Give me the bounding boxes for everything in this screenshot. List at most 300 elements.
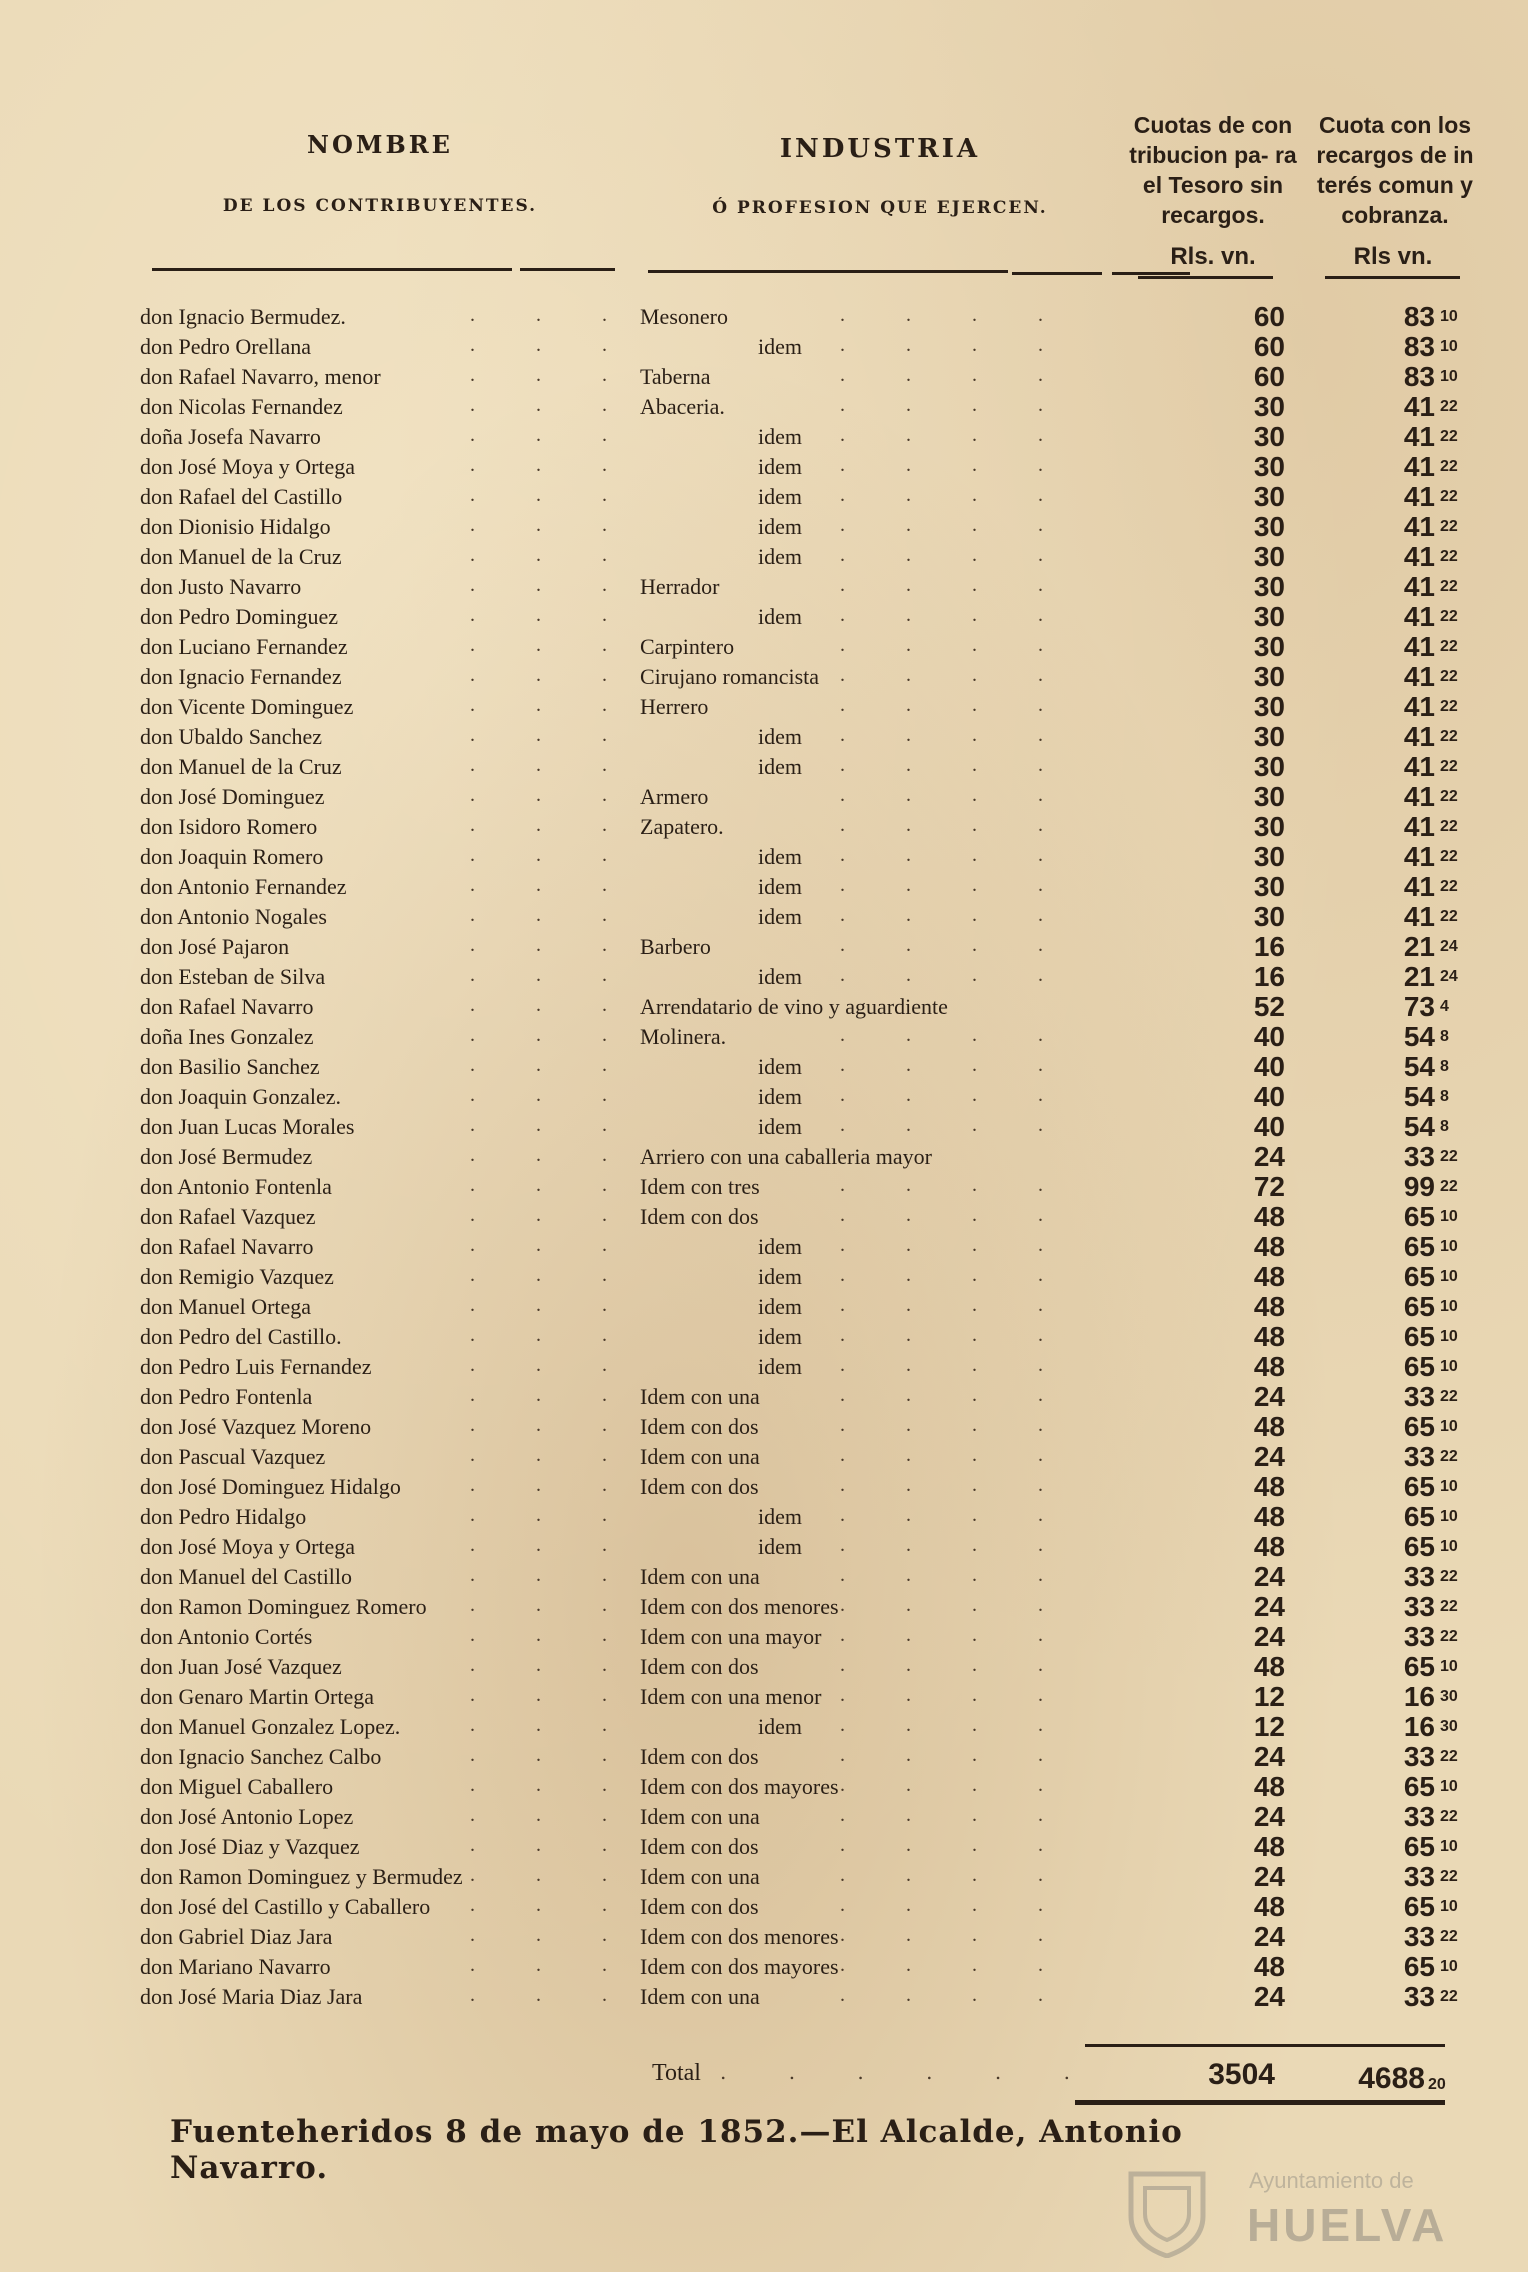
cuota-recargos-fraction: 10 [1440,1478,1458,1495]
contributor-name: don José Pajaron [140,934,290,959]
cuota-tesoro-value: 60 [1253,361,1285,392]
contributor-name: don José Antonio Lopez [140,1804,354,1829]
leader-dots: . . . . [840,934,1071,956]
contributor-name: don José Dominguez [140,784,325,809]
cuota-recargos-value: 83 [1403,301,1435,332]
contributor-profession: Arrendatario de vino y aguardiente [640,994,948,1019]
leader-dots: . . . . [840,1054,1071,1076]
table-row [0,1652,1528,1682]
cuota-tesoro-value: 48 [1253,1201,1285,1232]
cuota-recargos-value: 41 [1403,571,1435,602]
header-industria-sub: Ó PROFESION QUE EJERCEN. [712,198,1048,218]
cuota-tesoro-value: 30 [1253,571,1285,602]
table-row [0,542,1528,572]
contributor-name: don Pedro Orellana [140,334,312,359]
cuota-recargos-value: 65 [1403,1201,1435,1232]
cuota-tesoro-value: 48 [1253,1351,1285,1382]
contributor-profession: Idem con una [640,1864,760,1889]
watermark-line2: HUELVA [1247,2199,1448,2251]
cuota-recargos-fraction: 22 [1440,698,1458,715]
table-row [0,1592,1528,1622]
contributor-profession: Taberna [640,364,711,389]
cuota-tesoro-value: 30 [1253,451,1285,482]
leader-dots: . . . [470,1264,635,1286]
contributor-name: don Isidoro Romero [140,814,318,839]
cuota-recargos-fraction: 8 [1440,1058,1449,1075]
cuota-recargos-value: 73 [1403,991,1435,1022]
header-nombre: NOMBRE [307,130,453,159]
leader-dots: . . . [470,1144,635,1166]
table-row [0,662,1528,692]
cuota-recargos-value: 33 [1403,1381,1435,1412]
cuota-recargos-value: 41 [1403,661,1435,692]
cuota-recargos-fraction: 22 [1440,908,1458,925]
leader-dots: . . . . [840,1714,1071,1736]
contributor-name: don Rafael del Castillo [140,484,343,509]
contributor-profession: idem [758,484,802,509]
contributor-name: don Manuel Gonzalez Lopez. [140,1714,401,1739]
contributor-profession: idem [758,1714,802,1739]
contributor-name: don Manuel Ortega [140,1294,312,1319]
leader-dots: . . . . [840,1534,1071,1556]
leader-dots: . . . [470,1324,635,1346]
table-row [0,482,1528,512]
table-row [0,1262,1528,1292]
leader-dots: . . . [470,1114,635,1136]
cuota-tesoro-value: 48 [1253,1321,1285,1352]
cuota-tesoro-value: 40 [1253,1051,1285,1082]
cuota-recargos-fraction: 24 [1440,938,1458,955]
contributor-profession: Idem con una [640,1444,760,1469]
cuota-recargos-value: 41 [1403,451,1435,482]
table-row [0,362,1528,392]
cuota-tesoro-value: 30 [1253,751,1285,782]
header-rule-nombre-2 [520,268,615,271]
cuota-recargos-fraction: 10 [1440,1208,1458,1225]
leader-dots: . . . [470,484,635,506]
cuota-recargos-value: 65 [1403,1351,1435,1382]
cuota-recargos-value: 33 [1403,1741,1435,1772]
cuota-recargos-value: 99 [1403,1171,1435,1202]
cuota-recargos-value: 83 [1403,361,1435,392]
table-row [0,452,1528,482]
footer-signature-line: Fuenteheridos 8 de mayo de 1852.—El Alcalde, Antonio Navarro. [170,2114,1183,2186]
total-rule [1085,2044,1445,2047]
cuota-tesoro-value: 24 [1253,1801,1285,1832]
contributor-name: don Pascual Vazquez [140,1444,326,1469]
leader-dots: . . . [470,904,635,926]
cuota-recargos-value: 41 [1403,691,1435,722]
cuota-recargos-fraction: 22 [1440,518,1458,535]
cuota-tesoro-value: 48 [1253,1951,1285,1982]
leader-dots: . . . [470,1714,635,1736]
cuota-recargos-fraction: 22 [1440,638,1458,655]
contributor-name: don José Dominguez Hidalgo [140,1474,401,1499]
total-double-rule [1075,2100,1445,2105]
contributor-name: don Miguel Caballero [140,1774,334,1799]
cuota-recargos-fraction: 22 [1440,398,1458,415]
contributor-name: don Nicolas Fernandez [140,394,343,419]
table-row [0,1772,1528,1802]
cuota-recargos-value: 54 [1403,1051,1435,1082]
leader-dots: . . . [470,394,635,416]
contributor-name: don José Maria Diaz Jara [140,1984,363,2009]
cuota-tesoro-value: 24 [1253,1561,1285,1592]
table-row [0,1742,1528,1772]
contributor-name: don Pedro Luis Fernandez [140,1354,372,1379]
cuota-tesoro-value: 48 [1253,1471,1285,1502]
leader-dots: . . . [470,1534,635,1556]
contributor-profession: idem [758,1234,802,1259]
leader-dots: . . . . [840,1654,1071,1676]
contributor-name: don Mariano Navarro [140,1954,331,1979]
cuota-tesoro-value: 48 [1253,1651,1285,1682]
cuota-recargos-value: 33 [1403,1561,1435,1592]
cuota-recargos-fraction: 22 [1440,848,1458,865]
cuota-recargos-fraction: 10 [1440,1328,1458,1345]
contributor-profession: Idem con una [640,1564,760,1589]
cuota-tesoro-value: 30 [1253,601,1285,632]
total-recargos-fraction: 20 [1428,2076,1446,2093]
contributor-name: don Manuel de la Cruz [140,544,342,569]
contributor-name: don Joaquin Romero [140,844,324,869]
contributor-name: don Juan Lucas Morales [140,1114,355,1139]
contributor-name: don Remigio Vazquez [140,1264,334,1289]
table-row [0,1982,1528,2012]
leader-dots: . . . . [840,1684,1071,1706]
leader-dots: . . . . [840,544,1071,566]
leader-dots: . . . . [840,844,1071,866]
cuota-tesoro-value: 30 [1253,691,1285,722]
cuota-tesoro-value: 30 [1253,811,1285,842]
table-row [0,1382,1528,1412]
cuota-recargos-fraction: 10 [1440,338,1458,355]
cuota-tesoro-value: 52 [1253,991,1285,1022]
contributor-profession: Barbero [640,934,711,959]
leader-dots: . . . [470,844,635,866]
cuota-recargos-value: 54 [1403,1081,1435,1112]
cuota-recargos-fraction: 22 [1440,818,1458,835]
table-row [0,1622,1528,1652]
leader-dots: . . . . [840,1474,1071,1496]
table-row [0,1172,1528,1202]
cuota-tesoro-value: 30 [1253,901,1285,932]
cuota-tesoro-value: 60 [1253,331,1285,362]
archive-shield-icon [1125,2168,1209,2258]
leader-dots: . . . [470,1924,635,1946]
table-row [0,722,1528,752]
cuota-recargos-value: 54 [1403,1021,1435,1052]
contributor-name: don Ramon Dominguez Romero [140,1594,427,1619]
leader-dots: . . . . [840,904,1071,926]
leader-dots: . . . . [840,1774,1071,1796]
table-row [0,1562,1528,1592]
table-row [0,572,1528,602]
cuota-tesoro-value: 30 [1253,421,1285,452]
leader-dots: . . . [470,1174,635,1196]
leader-dots: . . . [470,1024,635,1046]
leader-dots: . . . [470,814,635,836]
cuota-recargos-value: 41 [1403,811,1435,842]
contributor-name: don Pedro Dominguez [140,604,338,629]
table-row [0,1442,1528,1472]
leader-dots: . . . . [840,454,1071,476]
table-row [0,1682,1528,1712]
leader-dots: . . . [470,1954,635,1976]
contributor-name: don Rafael Navarro, menor [140,364,381,389]
cuota-tesoro-value: 48 [1253,1891,1285,1922]
leader-dots: . . . [470,1294,635,1316]
cuota-recargos-value: 65 [1403,1891,1435,1922]
cuota-tesoro-value: 30 [1253,781,1285,812]
table-row [0,1862,1528,1892]
table-row [0,632,1528,662]
cuota-recargos-fraction: 10 [1440,1538,1458,1555]
contributor-profession: idem [758,754,802,779]
cuota-recargos-value: 16 [1403,1681,1435,1712]
leader-dots: . . . [470,1384,635,1406]
leader-dots: . . . . [840,604,1071,626]
cuota-recargos-fraction: 22 [1440,428,1458,445]
leader-dots: . . . [470,1354,635,1376]
table-row [0,932,1528,962]
leader-dots: . . . . [840,724,1071,746]
cuota-recargos-value: 65 [1403,1501,1435,1532]
cuota-tesoro-value: 48 [1253,1831,1285,1862]
leader-dots: . . . . [840,364,1071,386]
contributor-name: don Rafael Navarro [140,1234,314,1259]
leader-dots: . . . [470,1084,635,1106]
header-industria: INDUSTRIA [779,134,981,164]
contributor-name: don Ramon Dominguez y Bermudez [140,1864,463,1889]
cuota-tesoro-value: 24 [1253,1861,1285,1892]
cuota-recargos-fraction: 22 [1440,1148,1458,1165]
contributor-name: don José Diaz y Vazquez [140,1834,360,1859]
cuota-recargos-fraction: 22 [1440,1988,1458,2005]
contributor-name: don Gabriel Diaz Jara [140,1924,333,1949]
contributor-profession: Idem con una menor [640,1684,822,1709]
contributor-profession: Idem con dos [640,1894,759,1919]
contributor-profession: Idem con tres [640,1174,760,1199]
leader-dots: . . . [470,1834,635,1856]
cuota-recargos-value: 65 [1403,1411,1435,1442]
leader-dots: . . . . [840,1294,1071,1316]
cuota-recargos-value: 65 [1403,1951,1435,1982]
contributor-name: don Pedro Fontenla [140,1384,313,1409]
contributor-name: don Antonio Fontenla [140,1174,332,1199]
cuota-tesoro-value: 72 [1253,1171,1285,1202]
leader-dots: . . . . [840,1594,1071,1616]
cuota-recargos-value: 41 [1403,601,1435,632]
table-row [0,512,1528,542]
contributor-name: don Rafael Navarro [140,994,314,1019]
leader-dots: . . . [470,1564,635,1586]
leader-dots: . . . [470,424,635,446]
leader-dots: . . . . [840,334,1071,356]
contributor-name: don Antonio Nogales [140,904,327,929]
contributor-profession: idem [758,514,802,539]
contributor-name: don José Bermudez [140,1144,313,1169]
cuota-recargos-fraction: 10 [1440,1658,1458,1675]
leader-dots: . . . . [840,1804,1071,1826]
leader-dots: . . . . [840,1024,1071,1046]
cuota-tesoro-value: 30 [1253,481,1285,512]
cuota-recargos-fraction: 10 [1440,1238,1458,1255]
cuota-recargos-value: 65 [1403,1531,1435,1562]
cuota-recargos-value: 41 [1403,841,1435,872]
leader-dots: . . . [470,694,635,716]
leader-dots: . . . . [840,874,1071,896]
cuota-recargos-value: 21 [1403,961,1435,992]
contributor-profession: idem [758,1084,802,1109]
leader-dots: . . . [470,1594,635,1616]
table-row [0,1352,1528,1382]
table-row [0,1952,1528,1982]
cuota-tesoro-value: 24 [1253,1921,1285,1952]
contributor-profession: idem [758,424,802,449]
table-row [0,752,1528,782]
table-row [0,1892,1528,1922]
contributor-name: don Dionisio Hidalgo [140,514,331,539]
cuota-recargos-fraction: 10 [1440,368,1458,385]
header-unit-recargos: Rls vn. [1353,243,1433,270]
cuota-tesoro-value: 16 [1253,961,1285,992]
cuota-recargos-value: 65 [1403,1231,1435,1262]
contributor-profession: idem [758,1054,802,1079]
contributor-profession: Idem con una [640,1804,760,1829]
table-row [0,602,1528,632]
contributor-profession: Idem con una mayor [640,1624,822,1649]
leader-dots: . . . [470,874,635,896]
table-row [0,1502,1528,1532]
leader-dots: . . . . [840,1384,1071,1406]
contributor-name: don Esteban de Silva [140,964,326,989]
cuota-tesoro-value: 24 [1253,1141,1285,1172]
cuota-recargos-fraction: 22 [1440,1568,1458,1585]
leader-dots: . . . [470,1504,635,1526]
leader-dots: . . . . [840,1264,1071,1286]
header-rule-industria [648,270,1008,273]
leader-dots: . . . . [840,1834,1071,1856]
cuota-recargos-value: 41 [1403,781,1435,812]
cuota-recargos-value: 65 [1403,1321,1435,1352]
contributor-name: doña Josefa Navarro [140,424,321,449]
cuota-recargos-value: 41 [1403,391,1435,422]
contributor-profession: Cirujano romancista [640,664,820,689]
cuota-tesoro-value: 48 [1253,1771,1285,1802]
leader-dots: . . . [470,724,635,746]
leader-dots: . . . [470,364,635,386]
cuota-tesoro-value: 48 [1253,1261,1285,1292]
cuota-recargos-value: 65 [1403,1471,1435,1502]
cuota-recargos-value: 41 [1403,481,1435,512]
cuota-tesoro-value: 24 [1253,1981,1285,2012]
contributor-name: don Manuel de la Cruz [140,754,342,779]
cuota-recargos-value: 65 [1403,1651,1435,1682]
leader-dots: . . . [470,334,635,356]
cuota-recargos-value: 21 [1403,931,1435,962]
contributor-profession: Abaceria. [640,394,725,419]
cuota-recargos-fraction: 10 [1440,1898,1458,1915]
header-rule-recargos [1325,276,1460,279]
header-rule-industria-2 [1012,272,1102,275]
cuota-recargos-value: 41 [1403,421,1435,452]
leader-dots: . . . [470,1414,635,1436]
contributor-name: don Ignacio Sanchez Calbo [140,1744,382,1769]
leader-dots: . . . [470,1204,635,1226]
header-cuotas-tesoro: Cuotas de con tribucion pa- ra el Tesoro sin recargos. [1129,112,1297,228]
cuota-recargos-fraction: 22 [1440,1178,1458,1195]
contributor-name: don Antonio Fernandez [140,874,347,899]
leader-dots: . . . . [840,814,1071,836]
leader-dots: . . . . [840,784,1071,806]
archive-watermark [1125,2168,1465,2258]
leader-dots: . . . [470,1774,635,1796]
cuota-recargos-fraction: 22 [1440,788,1458,805]
contributor-name: don Ignacio Bermudez. [140,304,346,329]
cuota-recargos-fraction: 24 [1440,968,1458,985]
leader-dots: . . . [470,1684,635,1706]
total-tesoro: 3504 [1208,2058,1275,2091]
leader-dots: . . . [470,1894,635,1916]
leader-dots: . . . . [840,664,1071,686]
cuota-tesoro-value: 30 [1253,391,1285,422]
cuota-recargos-fraction: 10 [1440,308,1458,325]
contributor-name: don Juan José Vazquez [140,1654,342,1679]
table-row [0,1472,1528,1502]
contributor-profession: Zapatero. [640,814,724,839]
watermark-line1: Ayuntamiento de [1249,2168,1414,2193]
cuota-tesoro-value: 24 [1253,1441,1285,1472]
cuota-recargos-fraction: 22 [1440,458,1458,475]
leader-dots: . . . [470,1444,635,1466]
cuota-tesoro-value: 24 [1253,1621,1285,1652]
contributor-profession: Idem con dos [640,1744,759,1769]
cuota-tesoro-value: 48 [1253,1231,1285,1262]
leader-dots: . . . [470,604,635,626]
cuota-recargos-value: 65 [1403,1771,1435,1802]
leader-dots: . . . . [840,964,1071,986]
total-recargos: 4688 [1358,2062,1425,2095]
leader-dots: . . . . [840,1564,1071,1586]
table-row [0,1532,1528,1562]
table-row [0,1292,1528,1322]
cuota-recargos-value: 41 [1403,901,1435,932]
contributor-profession: Molinera. [640,1024,727,1049]
cuota-tesoro-value: 48 [1253,1411,1285,1442]
contributor-name: don Ignacio Fernandez [140,664,342,689]
cuota-recargos-fraction: 22 [1440,1628,1458,1645]
table-row [0,1232,1528,1262]
table-row [0,902,1528,932]
contributor-profession: Carpintero [640,634,735,659]
contributor-profession: Idem con dos mayores [640,1954,839,1979]
contributor-profession: idem [758,1504,802,1529]
leader-dots: . . . . [840,574,1071,596]
table-row [0,812,1528,842]
cuota-recargos-value: 83 [1403,331,1435,362]
cuota-recargos-fraction: 22 [1440,728,1458,745]
table-row [0,1412,1528,1442]
header-cuota-recargos: Cuota con los recargos de in terés comun y cobranza. [1316,112,1474,228]
table-row [0,962,1528,992]
contributor-profession: Herrero [640,694,709,719]
leader-dots: . . . [470,964,635,986]
total-dots: . . . . . . [720,2060,1098,2084]
leader-dots: . . . [470,1984,635,2006]
leader-dots: . . . . [840,424,1071,446]
cuota-tesoro-value: 16 [1253,931,1285,962]
